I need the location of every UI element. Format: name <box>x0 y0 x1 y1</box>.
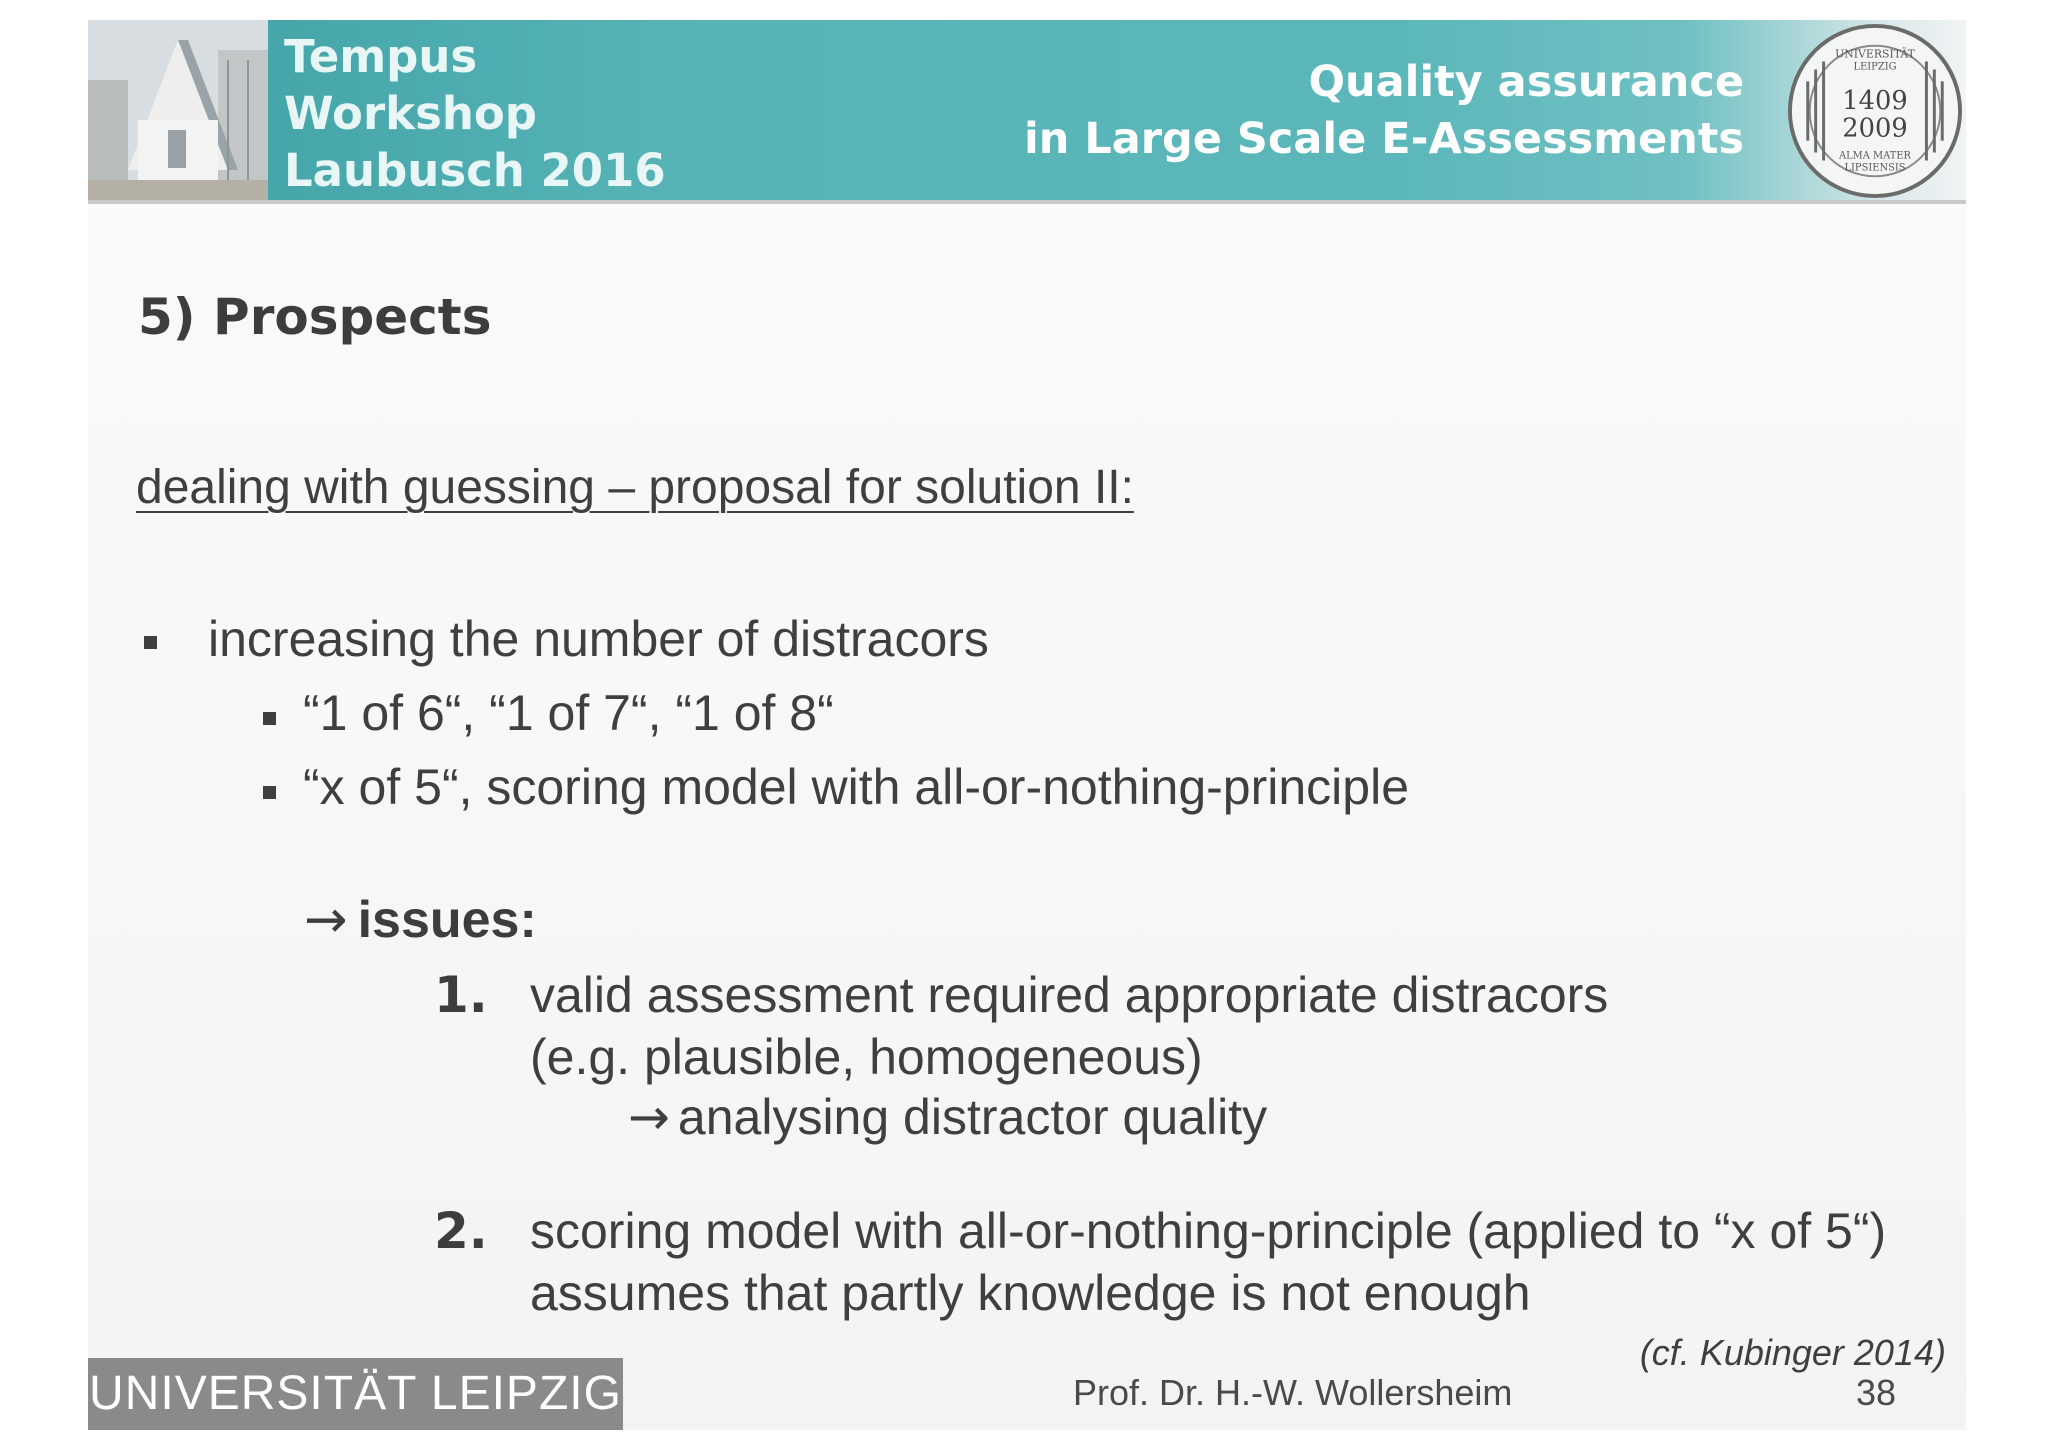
bullet-square-icon <box>263 786 276 799</box>
svg-text:ALMA MATER: ALMA MATER <box>1838 150 1912 162</box>
title-line: in Large Scale E-Assessments <box>1024 114 1744 164</box>
university-wordmark-logo: UNIVERSITÄT LEIPZIG <box>88 1358 623 1430</box>
issue-line: assumes that partly knowledge is not enough <box>530 1265 1531 1321</box>
svg-text:1409: 1409 <box>1842 86 1908 117</box>
issue-text <box>530 964 1608 1088</box>
svg-text:LEIPZIG: LEIPZIG <box>1853 61 1897 73</box>
issues-heading <box>304 890 537 950</box>
subheading: dealing with guessing – proposal for solution II: <box>136 461 1134 514</box>
bullet-text: “1 of 6“, “1 of 7“, “1 of 8“ <box>303 685 834 741</box>
issue-number: 2. <box>434 1202 488 1260</box>
presentation-title <box>1024 54 1744 168</box>
issue-number: 1. <box>434 966 488 1024</box>
sub-bullet-item <box>303 758 1409 816</box>
workshop-title <box>284 28 666 199</box>
header-banner <box>88 20 1966 204</box>
bullet-text: increasing the number of distracors <box>208 611 989 667</box>
citation: (cf. Kubinger 2014) <box>1639 1332 1946 1373</box>
section-heading: 5) Prospects <box>138 288 492 346</box>
bullet-square-icon <box>263 712 276 725</box>
issue-line: (e.g. plausible, homogeneous) <box>530 1029 1203 1085</box>
workshop-line: Workshop <box>284 87 538 140</box>
svg-text:UNIVERSITÄT: UNIVERSITÄT <box>1835 47 1915 61</box>
right-arrow-icon: → <box>628 1088 670 1146</box>
issue-text <box>530 1200 1886 1324</box>
sub-bullet-item <box>303 684 834 742</box>
page-number: 38 <box>1855 1372 1896 1413</box>
issues-label: issues: <box>357 891 537 949</box>
title-line: Quality assurance <box>1308 57 1744 107</box>
issue-line: valid assessment required appropriate distracors <box>530 967 1609 1023</box>
issue-subpoint <box>628 1088 1267 1146</box>
svg-text:2009: 2009 <box>1842 113 1908 144</box>
issue-line: scoring model with all-or-nothing-principle (applied to “x of 5“) <box>530 1203 1887 1259</box>
workshop-line: Laubusch 2016 <box>284 144 666 197</box>
right-arrow-icon: → <box>304 890 348 950</box>
church-photo-image <box>88 20 268 200</box>
bullet-text: “x of 5“, scoring model with all-or-nothing-principle <box>303 759 1410 815</box>
bullet-item <box>208 610 989 668</box>
slide <box>88 20 1966 1430</box>
svg-text:LIPSIENSIS: LIPSIENSIS <box>1844 162 1906 174</box>
footer-author: Prof. Dr. H.-W. Wollersheim <box>1073 1372 1513 1413</box>
university-seal-logo <box>1786 22 1964 200</box>
issue-subpoint-text: analysing distractor quality <box>677 1089 1268 1145</box>
workshop-line: Tempus <box>284 30 478 83</box>
bullet-square-icon <box>144 636 157 649</box>
